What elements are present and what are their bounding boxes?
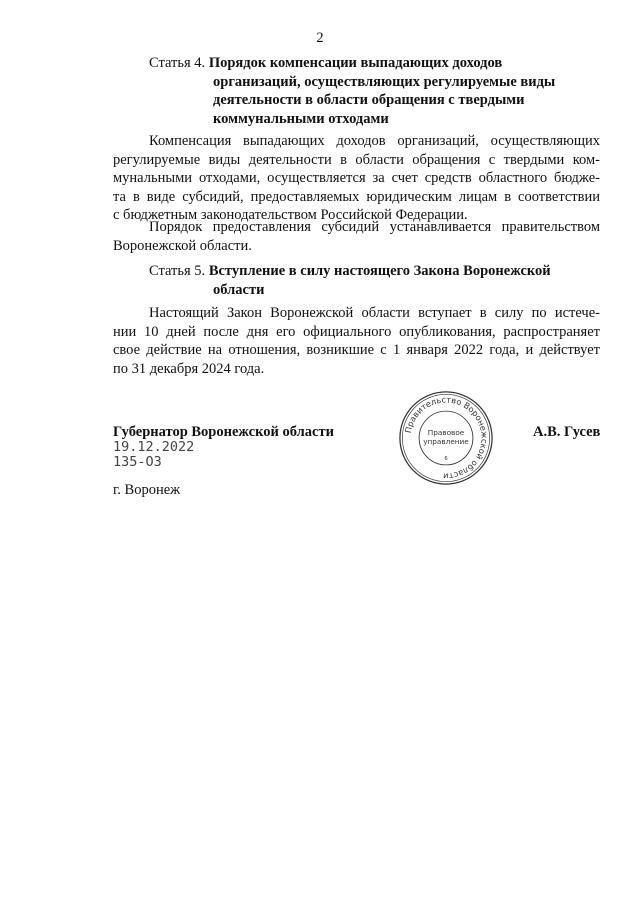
stamp-outer-text-path: Правительство Воронежской области (402, 394, 490, 482)
law-number: 135-ОЗ (113, 454, 162, 470)
paragraph-line: та в виде субсидий, предоставляемых юридическим лицам в соответствии (113, 188, 600, 205)
stamp-number: 6 (444, 456, 448, 463)
article5-title-line: области (213, 281, 265, 298)
paragraph-line: Настоящий Закон Воронежской области вступает в силу по истече- (149, 305, 600, 321)
article5-heading (149, 262, 551, 299)
article5-title-line: Вступление в силу настоящего Закона Воронежской (208, 263, 551, 279)
page-number: 2 (316, 30, 324, 46)
article4-title-line: организаций, осуществляющих регулируемые виды (213, 73, 556, 90)
governor-position: Губернатор Воронежской области (113, 424, 334, 440)
article4-heading (149, 54, 555, 129)
article4-paragraph-1 (113, 132, 600, 225)
paragraph-line: регулируемые виды деятельности в области обращения с твердыми ком- (113, 151, 600, 168)
article5-paragraph (113, 304, 600, 378)
paragraph-line: Компенсация выпадающих доходов организаций, осуществляющих (149, 133, 600, 149)
paragraph-line: с бюджетным законодательством Российской Федерации. (113, 207, 468, 224)
paragraph-line: Воронежской области. (113, 237, 252, 254)
article4-title-line: Порядок компенсации выпадающих доходов (208, 55, 503, 71)
article4-title-line: деятельности в области обращения с твердыми (213, 92, 525, 109)
governor-name: А.В. Гусев (533, 424, 601, 440)
paragraph-line: по 31 декабря 2024 года. (113, 360, 265, 377)
paragraph-line: нии 10 дней после дня его официального опубликования, распространяет (113, 323, 600, 340)
stamp-inner-line-2: управление (423, 436, 469, 446)
paragraph-line: мунальными отходами, осуществляется за счет средств областного бюдже- (113, 170, 600, 187)
article4-title-line: коммунальными отходами (213, 111, 389, 128)
stamp-inner-line-1: Правовое (427, 428, 465, 438)
city-name: г. Воронеж (113, 482, 181, 498)
article5-label: Статья 5. (149, 263, 206, 279)
law-date: 19.12.2022 (113, 439, 195, 455)
article4-paragraph-2 (113, 218, 600, 255)
official-stamp (398, 390, 494, 486)
paragraph-line: Порядок предоставления субсидий устанавливается правительством (149, 219, 600, 235)
paragraph-line: свое действие на отношения, возникшие с 1 января 2022 года, и действует (113, 342, 600, 359)
article4-label: Статья 4. (149, 55, 206, 71)
